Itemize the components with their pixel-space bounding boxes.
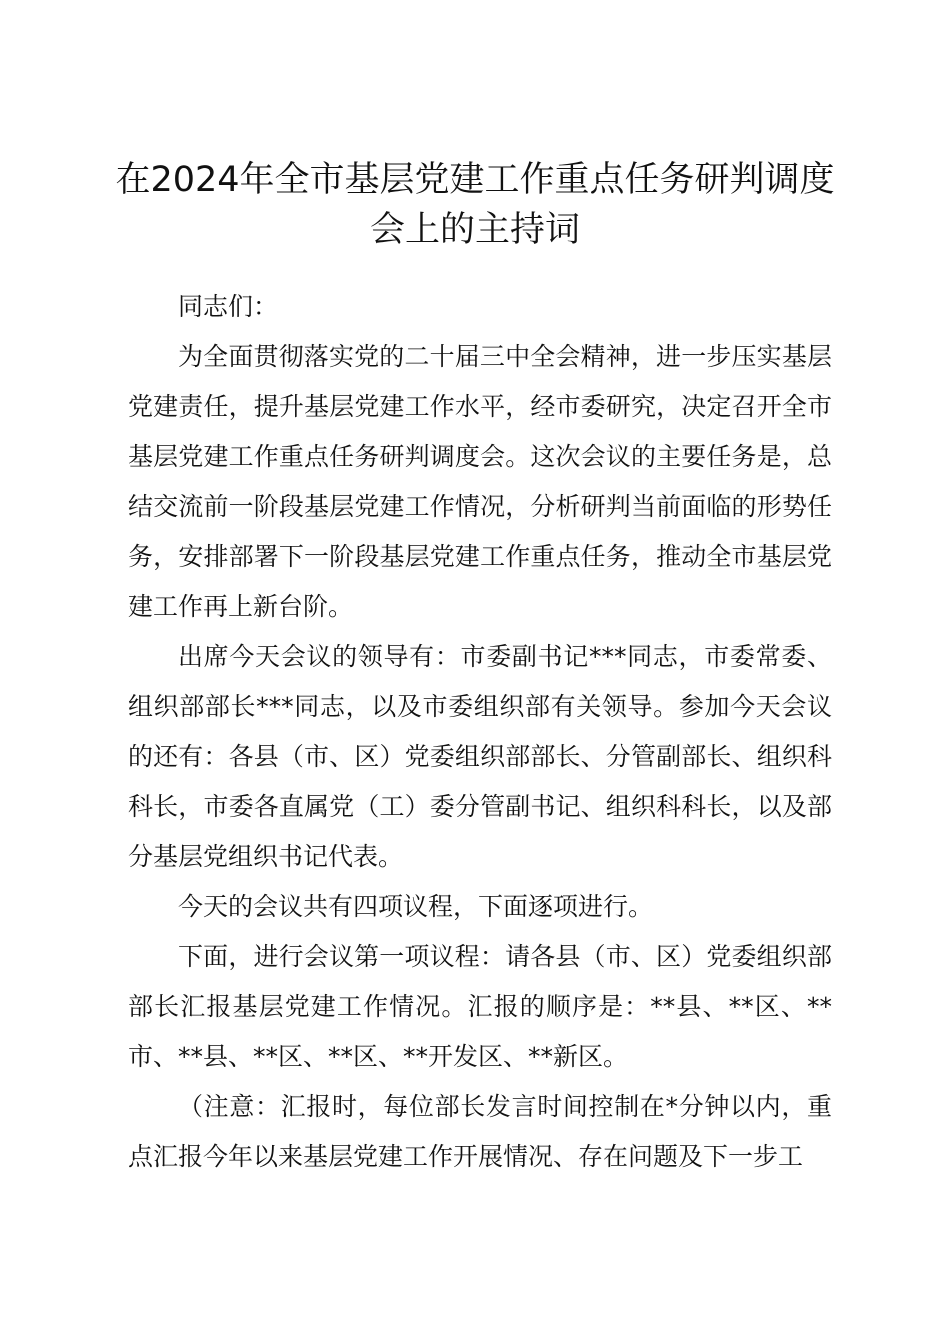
meeting-purpose-paragraph: 为全面贯彻落实党的二十届三中全会精神，进一步压实基层党建责任，提升基层党建工作水平，经市委研究，决定召开全市基层党建工作重点任务研判调度会。这次会议的主要任务是，总结交流前一阶段基层党建工作情况，分析研判当前面临的形势任务，安排部署下一阶段基层党建工作重点任务，推动全市基层党建工作再上新台阶。: [128, 342, 832, 621]
document-title: 在2024年全市基层党建工作重点任务研判调度会上的主持词: [115, 160, 835, 250]
attendees-paragraph: 出席今天会议的领导有：市委副书记***同志，市委常委、组织部部长***同志，以及市委组织部有关领导。参加今天会议的还有：各县（市、区）党委组织部部长、分管副部长、组织科科长，市委各直属党（工）委分管副书记、组织科科长，以及部分基层党组织书记代表。: [128, 642, 832, 871]
salutation-paragraph: 同志们：: [178, 292, 279, 321]
note-paragraph: （注意：汇报时，每位部长发言时间控制在*分钟以内，重点汇报今年以来基层党建工作开展情况、存在问题及下一步工: [128, 1092, 832, 1171]
document-body: [128, 282, 832, 1182]
agenda-item-one-paragraph: 下面，进行会议第一项议程：请各县（市、区）党委组织部部长汇报基层党建工作情况。汇报的顺序是：**县、**区、**市、**县、**区、**区、**开发区、**新区。: [128, 942, 832, 1071]
agenda-intro-paragraph: 今天的会议共有四项议程，下面逐项进行。: [178, 892, 654, 921]
